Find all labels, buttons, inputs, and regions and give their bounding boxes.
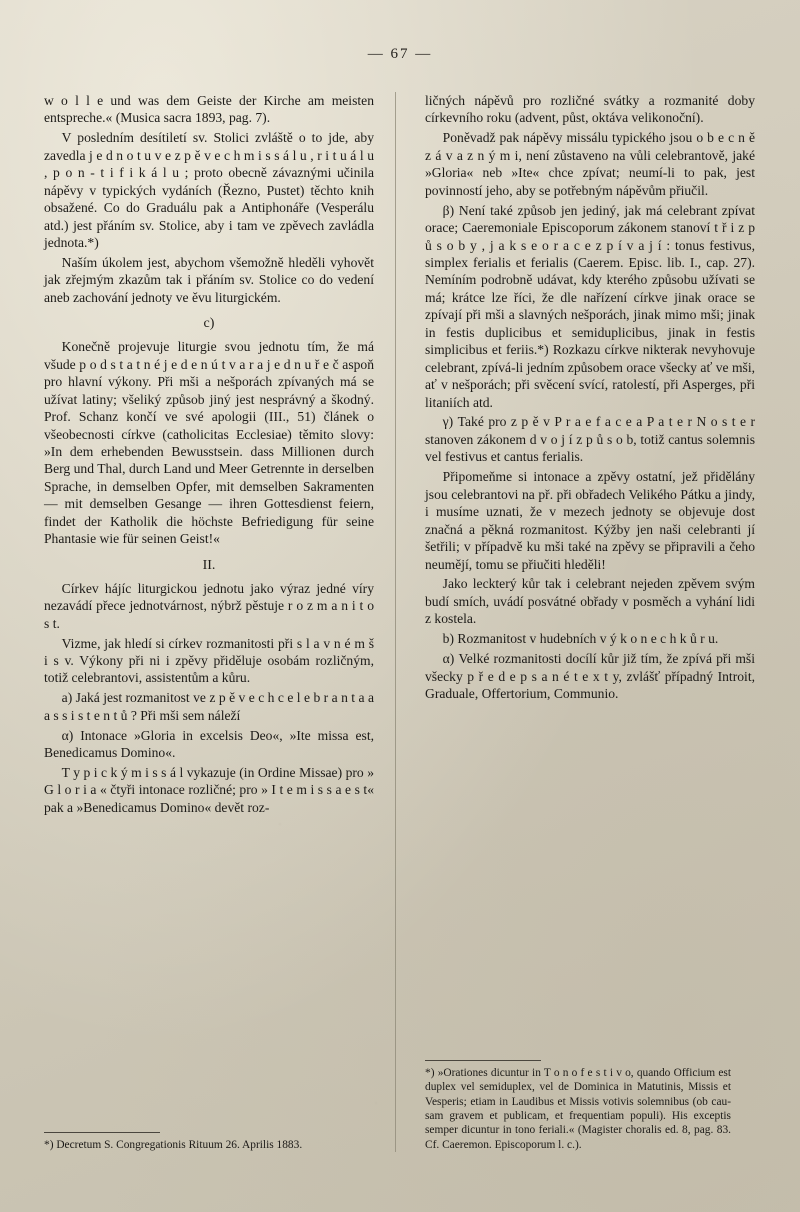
column-divider [395, 92, 396, 1152]
left-footnote-block [44, 1120, 358, 1152]
paragraph: Poněvadž pak nápěvy missálu typického jsou o b e c n ě z á v a z n ý m i, není zůstaveno na vůli celebrantově, jaké »Gloria« neb »Ite« chce zpívat; neumí-li to pak, jest povinností jeho, aby se potřebným nápěvům přiučil. [425, 130, 755, 198]
right-column [401, 92, 755, 1152]
footnote-text: *) »Orationes dicuntur in T o n o f e s t i v o, quando Officium est duplex vel semiduplex, vel de Dominica in Matutinis, Missis et Vesperis; etiam in Laudibus et Missis votivis solemnibus (ob causam gravem et publicam, et frequentiam populi). His exceptis semper dicuntur in tono feriali.« (Magister choralis ed. 8, pag. 83. Cf. Caeremon. Episcoporum l. c.). [425, 1066, 731, 1151]
paragraph: α) Velké rozmanitosti docílí kůr již tím, že zpívá při mši všecky p ř e d e p s a n é t e x t y, zvlášť případný Introit, Graduale, Offertorium, Communio. [425, 651, 755, 702]
paragraph: ličných nápěvů pro rozličné svátky a rozmanité doby církevního roku (advent, půst, oktáva velikonoční). [425, 93, 755, 126]
paragraph: a) Jaká jest rozmanitost ve z p ě v e c h c e l e b r a n t a a a s s i s t e n t ů ? Při mši sem náleží [44, 690, 374, 723]
paragraph: T y p i c k ý m i s s á l vykazuje (in Ordine Missae) pro » G l o r i a « čtyři intonace rozličné; pro » I t e m i s s a e s t« pak a »Benedicamus Domino« devět roz- [44, 765, 374, 815]
footnote-text: *) Decretum S. Congregationis Rituum 26. Aprilis 1883. [44, 1138, 303, 1151]
paragraph: w o l l e und was dem Geiste der Kirche am meisten entspreche.« (Musica sacra 1893, pag. 7). [44, 93, 374, 126]
paragraph: Připomeňme si intonace a zpěvy ostatní, jež přidělány jsou celebrantovi na př. při obřadech Velikého Pátku a jindy, i musíme uznati, že v mezech jednoty se objevuje dost značná a pěkná rozmanitost. Kýžby jen naši celebranti jí šetřili; v případvě ku mši také na zpěvy se připravili a čeho neumějí, tomu se přiučiti hleděli! [425, 469, 755, 572]
paragraph: Vizme, jak hledí si církev rozmanitosti při s l a v n é m š i s v. Výkony při ni i zpěvy přiděluje osobám rozličným, totiž celebrantovi, assistentům a kůru. [44, 635, 374, 686]
footnote-divider [44, 1132, 160, 1133]
paragraph: Naším úkolem jest, abychom všemožně hleděli vyhovět jak zřejmým zkazům tak i přáním sv. Stolice co do vedení aneb zachování jednoty ve ěvu liturgickém. [44, 254, 374, 305]
section-marker: II. [202, 557, 216, 573]
paragraph: Konečně projevuje liturgie svou jednotu tím, že má všude p o d s t a t n é j e d e n ú t v a r a j e d n u ř e č aspoň pro hlavní výkony. Při mši a nešporách zpívaných má se užívat latiny; všeliký způsob jiný jest nesprávný a škodný. Prof. Schanz končí ve své apologii (III., 51) článek o všeobecnosti církve (catholicitas Ecclesiae) těmito slovy: »In dem erhebenden Bewusstsein. dass Millionen durch Berg und Thal, durch Land und Meer Getrennte in derselben Sprache, in demselben Opfer, mit demselben Sakramenten — mit demselben Gesange — ihren Gottesdienst feiern, findet der Katholik die höchste Befriedigung für seine Phantasie wie für seinen Geist!« [44, 339, 374, 547]
right-footnote-block [425, 1048, 731, 1152]
paragraph: γ) Také pro z p ě v P r a e f a c e a P a t e r N o s t e r stanoven zákonem d v o j í z p ů s o b, totiž cantus solemnis vel festivus et cantus ferialis. [425, 414, 755, 465]
two-column-body [44, 92, 756, 1152]
left-column [44, 92, 390, 1152]
paragraph: α) Intonace »Gloria in excelsis Deo«, »Ite missa est, Benedicamus Domino«. [44, 727, 374, 761]
paragraph: V posledním desítiletí sv. Stolici zvláště o to jde, aby zavedla j e d n o t u v e z p ě v e c h m i s s á l u , r i t u á l u , p o n - t i f i k á l u ; proto obecně závaznými učinila nápěvy v typických vydáních (Řezno, Pustet) těchto knih obsažené. Co do Graduálu pak a Antiphonáře (Vesperálu atd.) jest přáním sv. Stolice, aby i tam ve zpěvech zavládla jednota.*) [44, 130, 374, 251]
page-number: — 67 — [367, 46, 433, 62]
paragraph: Jako leckterý kůr tak i celebrant nejeden zpěvem svým budí smích, uvádí posvátné obřady v posměch a vyhání lidi z kostela. [425, 576, 755, 627]
paragraph: b) Rozmanitost v hudebních v ý k o n e c h k ů r u. [442, 631, 719, 647]
paragraph: Církev hájíc liturgickou jednotu jako výraz jedné víry nezavádí přece jednotvárnost, nýbrž pěstuje r o z m a n i t o s t. [44, 580, 374, 631]
footnote-divider [425, 1060, 541, 1061]
section-marker: c) [203, 316, 215, 332]
paragraph: β) Není také způsob jen jediný, jak má celebrant zpívat orace; Caeremoniale Episcoporum zákonem stanoví t ř i z p ů s o b y , j a k s e o r a c e z p í v a j í : tonus festivus, simplex ferialis et ferialis (Caerem. Episc. lib. I., cap. 27). Nemíním podrobně udávat, kdy kterého způsobu užívati se má; krátce lze říci, že dle nařízení církve jinak orace se zpívají při mši a slavných nešporách, jinak mimo mši; jinak in festis duplicibus et semiduplicibus, jinak in festis simplicibus et feriis.*) Rozkazu církve nikterak nevyhovuje celebrant, zpívá-li jedním způsobem orace všecky ať ve mši, ať v nešporách; při svěcení svící, ratolestí, při Asperges, při litaniích atd. [425, 202, 755, 410]
